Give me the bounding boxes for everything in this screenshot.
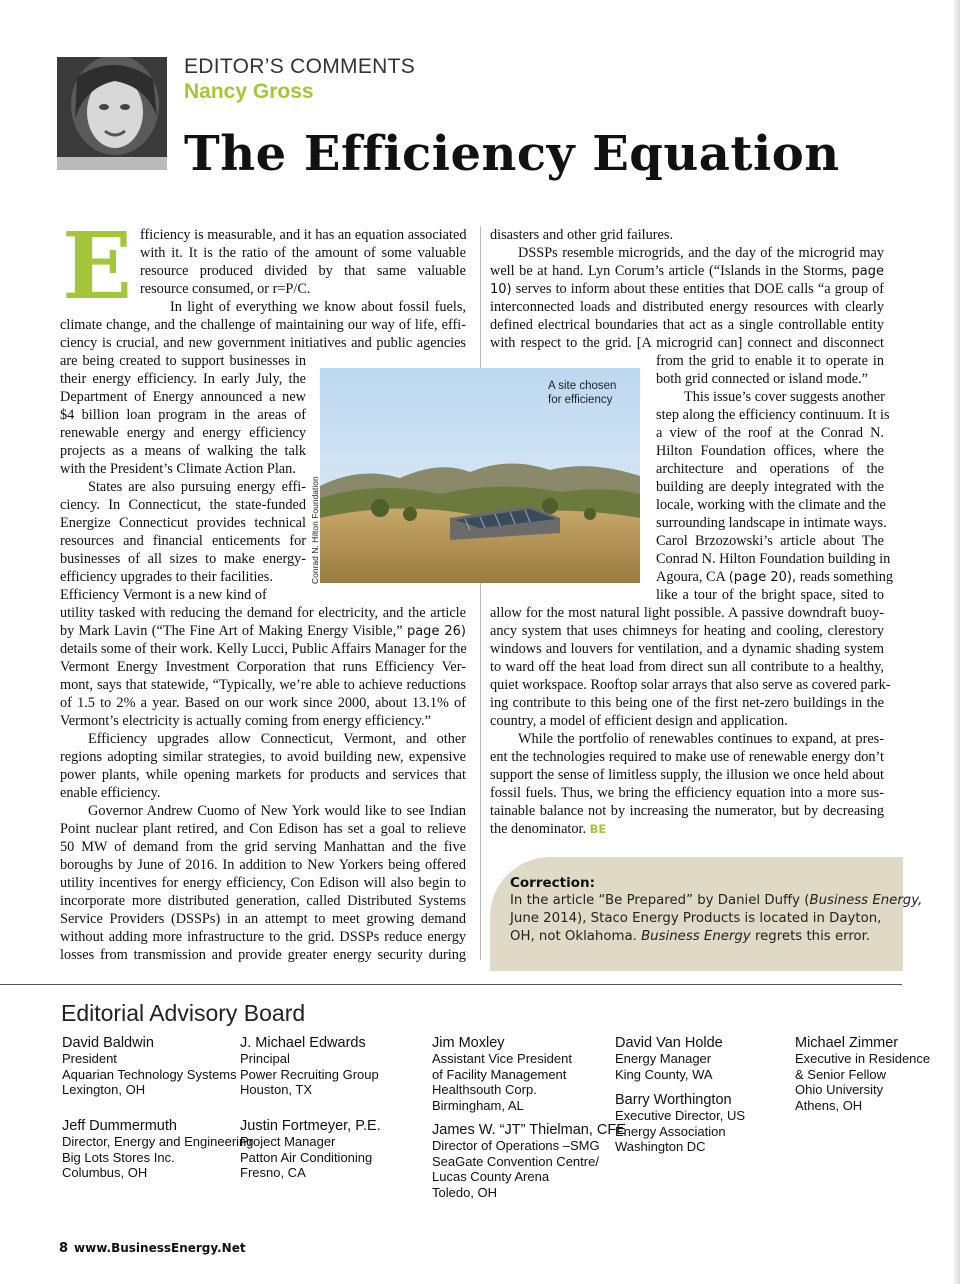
text-line: power plants, while opening markets for products and services that	[60, 767, 466, 783]
caption-line: for efficiency	[548, 394, 613, 406]
member-detail: Principal	[240, 1051, 290, 1066]
text-line	[490, 262, 884, 280]
text-span: Agoura, CA	[656, 569, 726, 585]
text-line: This issue’s cover suggests another	[684, 389, 885, 405]
member-name: David Baldwin	[62, 1035, 154, 1051]
board-member	[795, 1035, 930, 1114]
text-line: While the portfolio of renewables continues to expand, at pres-	[518, 731, 884, 747]
text-line: of 1.5 to 2% a year. Based on our work since 2000, about 13.1% of	[60, 695, 466, 711]
board-title: Editorial Advisory Board	[61, 1000, 306, 1026]
text-line: are being created to support businesses in	[60, 353, 306, 369]
text-line: DSSPs resemble microgrids, and the day of the microgrid may	[518, 245, 884, 261]
text-span: by Mark Lavin (“The Fine Art of Making Energy Visible,”	[60, 623, 403, 639]
author-photo	[57, 57, 167, 170]
text-line: Governor Andrew Cuomo of New York would like to see Indian	[88, 803, 466, 819]
page-reference: page 26)	[406, 624, 466, 639]
member-name: David Van Holde	[615, 1035, 723, 1051]
member-detail: Energy Association	[615, 1123, 726, 1139]
member-detail: King County, WA	[615, 1066, 713, 1082]
text-line: country, a model of efficient design and application.	[490, 713, 788, 729]
text-line: resources and financial enticements for	[60, 533, 306, 549]
board-member	[615, 1035, 723, 1082]
text-line: quiet workspace. Rooftop solar arrays that also serve as covered park-	[490, 677, 891, 693]
member-detail: Director of Operations –SMG	[432, 1138, 600, 1153]
member-detail: Toledo, OH	[432, 1185, 498, 1201]
text-span: well be at hand. Lyn Corum’s article (“Islands in the Storms,	[490, 263, 847, 279]
board-member	[240, 1035, 379, 1098]
page-edge	[954, 0, 960, 1284]
text-line: resource produced divided by that same valuable	[140, 263, 466, 279]
text-line: with it. It is the ratio of the amount of some valuable	[140, 245, 466, 261]
text-line: Vermont Energy Investment Corporation that runs Efficiency Ver-	[60, 659, 466, 675]
left-column	[140, 226, 466, 298]
page-reference: (page 20),	[728, 570, 797, 585]
text-line: allow for the most natural light possible. A passive downdraft buoy-	[490, 605, 884, 621]
member-name: Jeff Dummermuth	[62, 1118, 177, 1134]
text-span: reads something	[799, 569, 893, 585]
text-line: with respect to the grid. [A microgrid can] connect and disconnect	[490, 335, 884, 351]
member-detail: Big Lots Stores Inc.	[62, 1149, 175, 1165]
text-line: with the President’s Climate Action Plan.	[60, 461, 296, 477]
member-detail: & Senior Fellow	[795, 1066, 887, 1082]
text-line: renewable energy and energy efficiency	[60, 425, 306, 441]
publication-name: Business Energy,	[809, 893, 923, 908]
column-divider	[480, 226, 481, 960]
publication-name: Business Energy	[641, 929, 751, 944]
text-line: interconnected loads and distributed energy resources with clearly	[490, 299, 884, 315]
text-line: enable efficiency.	[60, 785, 161, 801]
page-footer	[59, 1241, 246, 1256]
page-number: 8	[59, 1241, 69, 1256]
text-line: ancy system that uses chimneys for heating and cooling, clerestory	[490, 623, 884, 639]
text-line: their energy efficiency. In early July, the	[60, 371, 306, 387]
member-detail: of Facility Management	[432, 1066, 567, 1082]
right-column	[490, 226, 884, 352]
text-line: resource consumed, or r=P/C.	[140, 281, 311, 297]
section-rule	[0, 984, 902, 985]
text-line: support the sense of limitless supply, the illusion we once held about	[490, 767, 884, 783]
text-line: ing contribute to this being one of the first net-zero buildings in the	[490, 695, 884, 711]
board-member	[62, 1118, 254, 1181]
photo-credit: Conrad N. Hilton Foundation	[310, 476, 320, 584]
member-detail: Athens, OH	[795, 1098, 863, 1114]
author-name: Nancy Gross	[184, 80, 314, 103]
member-detail: Lucas County Arena	[432, 1169, 550, 1185]
website-link[interactable]: www.BusinessEnergy.Net	[74, 1241, 246, 1255]
member-name: Justin Fortmeyer, P.E.	[240, 1118, 381, 1134]
board-member	[240, 1118, 381, 1181]
member-detail: Lexington, OH	[62, 1082, 146, 1098]
section-kicker: EDITOR’S COMMENTS	[184, 55, 416, 78]
member-name: Barry Worthington	[615, 1092, 732, 1108]
text-line: 50 MW of demand from the grid serving Manhattan and the five	[60, 839, 466, 855]
text-line: Efficiency Vermont is a new kind of	[60, 587, 267, 603]
board-member	[432, 1035, 572, 1114]
left-column	[60, 352, 306, 604]
page-reference: 10)	[490, 282, 512, 297]
text-line: Point nuclear plant retired, and Con Edison has set a goal to relieve	[60, 821, 466, 837]
member-detail: Fresno, CA	[240, 1165, 306, 1181]
member-name: Michael Zimmer	[795, 1035, 899, 1051]
member-detail: President	[62, 1051, 117, 1066]
member-detail: Executive Director, US	[615, 1108, 746, 1123]
page-reference: page	[851, 264, 885, 279]
text-line: utility tasked with reducing the demand for electricity, and the article	[60, 605, 466, 621]
member-detail: Healthsouth Corp.	[432, 1082, 537, 1098]
text-line: Efficiency upgrades allow Connecticut, Vermont, and other	[88, 731, 466, 747]
text-line: States are also pursuing energy effi-	[88, 479, 306, 495]
member-name: Jim Moxley	[432, 1035, 505, 1051]
member-detail: Power Recruiting Group	[240, 1066, 379, 1082]
text-line: defined electrical boundaries that act as a single controllable entity	[490, 317, 884, 333]
member-detail: Ohio University	[795, 1082, 884, 1098]
text-line: incorporate more distributed generation, called Distributed Systems	[60, 893, 466, 909]
text-line: locale, working with the climate and the	[656, 497, 886, 513]
text-line	[490, 820, 884, 838]
text-line: a view of the roof at the Conrad N.	[656, 425, 884, 441]
member-detail: Energy Manager	[615, 1051, 712, 1066]
member-name: J. Michael Edwards	[240, 1035, 366, 1051]
drop-cap: E	[62, 212, 133, 320]
text-line: surrounding landscape in intimate ways.	[656, 515, 887, 531]
text-span: the denominator.	[490, 821, 587, 837]
member-detail: Aquarian Technology Systems	[62, 1066, 237, 1082]
text-span: In the article “Be Prepared” by Daniel Duffy (	[510, 893, 810, 908]
left-column	[60, 604, 466, 964]
text-span: OH, not Oklahoma.	[510, 929, 642, 944]
member-detail: Patton Air Conditioning	[240, 1149, 373, 1165]
member-name: James W. “JT” Thielman, CFE	[432, 1122, 626, 1138]
right-column	[490, 604, 891, 838]
text-line: climate change, and the challenge of maintaining our way of life, effi-	[60, 317, 466, 333]
correction-line: June 2014), Staco Energy Products is located in Dayton,	[510, 911, 882, 926]
correction-line	[510, 893, 922, 908]
text-line: architecture and operations of the	[656, 461, 884, 477]
text-line: Hilton Foundation offices, where the	[656, 443, 884, 459]
text-line: mont, says that statewide, “Typically, we’re able to achieve reductions	[60, 677, 466, 693]
text-line: building are deeply integrated with the	[656, 479, 884, 495]
member-detail: Director, Energy and Engineering	[62, 1134, 254, 1149]
text-line: to ward off the heat load from direct sun all contribute to a healthy,	[490, 659, 884, 675]
text-line: from the grid to enable it to operate in	[656, 353, 884, 369]
member-detail: Columbus, OH	[62, 1165, 148, 1181]
text-line: boroughs by June of 2016. In addition to New Yorkers being offered	[60, 857, 466, 873]
member-detail: Assistant Vice President	[432, 1051, 572, 1066]
text-line: Carol Brzozowski’s article about The	[656, 533, 884, 549]
text-line: ciency. In Connecticut, the state-funded	[60, 497, 306, 513]
text-line: losses from transmission and provide greater energy security during	[60, 947, 466, 963]
text-line: Energize Connecticut provides technical	[60, 515, 306, 531]
text-line: tainable balance not by increasing the numerator, but by decreasing	[490, 803, 884, 819]
text-line	[490, 280, 884, 298]
member-detail: Houston, TX	[240, 1082, 313, 1098]
text-span: regrets this error.	[750, 929, 871, 944]
correction-line	[510, 929, 870, 944]
left-column	[60, 298, 466, 352]
text-line: Department of Energy announced a new	[60, 389, 306, 405]
text-line: ciency is crucial, and new government initiatives and public agencies	[60, 335, 466, 351]
text-line: utility incentives for energy efficiency, Con Edison will also begin to	[60, 875, 466, 891]
text-line: fficiency is measurable, and it has an equation associated	[140, 227, 467, 243]
text-line: windows and louvers for ventilation, and a dynamic shading system	[490, 641, 884, 657]
member-detail: Washington DC	[615, 1139, 706, 1155]
text-line: $4 billion loan program in the areas of	[60, 407, 306, 423]
text-span: serves to inform about these entities that DOE calls “a group of	[515, 281, 885, 297]
member-detail: SeaGate Convention Centre/	[432, 1153, 599, 1169]
correction-title: Correction:	[510, 875, 596, 891]
article-title: The Efficiency Equation	[184, 126, 840, 182]
end-mark: BE	[589, 822, 607, 836]
text-line: Conrad N. Hilton Foundation building in	[656, 551, 891, 567]
text-line: without adding more infrastructure to the grid. DSSPs reduce energy	[60, 929, 466, 945]
board-member	[432, 1122, 626, 1201]
text-line: Service Providers (DSSPs) in an attempt to meet growing demand	[60, 911, 466, 927]
text-line: both grid connected or island mode.”	[656, 371, 869, 387]
member-detail: Project Manager	[240, 1134, 336, 1149]
text-line: In light of everything we know about fossil fuels,	[170, 299, 466, 315]
text-line: details some of their work. Kelly Lucci, Public Affairs Manager for the	[60, 641, 467, 657]
text-line: ent the technologies required to make use of renewable energy don’t	[490, 749, 884, 765]
right-column	[656, 352, 893, 604]
text-line: projects as a means of walking the talk	[60, 443, 306, 459]
text-line: businesses of all sizes to make energy-	[60, 551, 306, 567]
text-line: Vermont’s electricity is actually coming from energy efficiency.”	[60, 713, 431, 729]
board-member	[615, 1092, 745, 1155]
text-line: fossil fuels. Thus, we bring the efficiency equation into a more sus-	[490, 785, 884, 801]
text-line: step along the efficiency continuum. It is	[656, 407, 890, 423]
member-detail: Birmingham, AL	[432, 1098, 524, 1114]
text-line	[656, 568, 893, 586]
text-line	[60, 622, 466, 640]
text-line: like a tour of the bright space, sited to	[656, 587, 884, 603]
text-line: efficiency upgrades to their facilities.	[60, 569, 273, 585]
member-detail: Executive in Residence	[795, 1051, 931, 1066]
text-line: regions adopting similar strategies, to avoid building new, expensive	[60, 749, 466, 765]
text-line: disasters and other grid failures.	[490, 227, 674, 243]
board-member	[62, 1035, 237, 1098]
figure-caption	[548, 379, 616, 407]
caption-line: A site chosen	[548, 380, 617, 392]
